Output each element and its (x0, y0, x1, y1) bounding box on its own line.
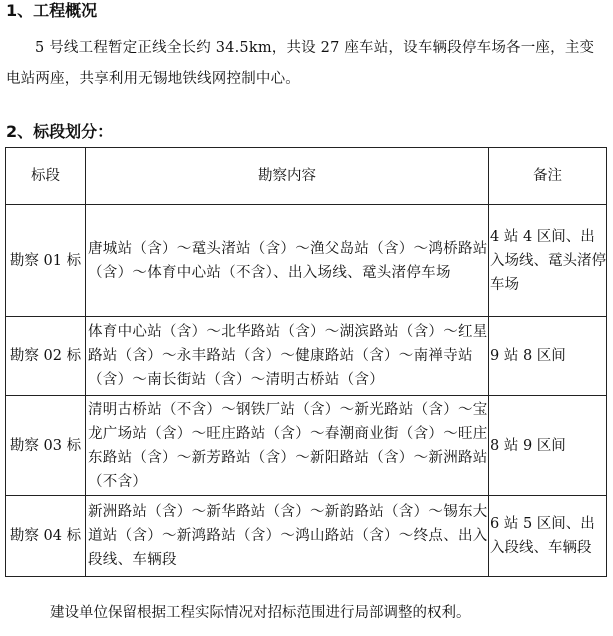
cell-content: 清明古桥站（不含）～钢铁厂站（含）～新光路站（含）～宝龙广场站（含）～旺庄路站（含）～春潮商业街（含）～旺庄东路站（含）～新芳路站（含）～新阳路站（含）～新洲路站（不含） (86, 396, 489, 496)
header-section: 标段 (6, 148, 86, 205)
bid-section-table (5, 147, 607, 577)
table-row (6, 205, 607, 317)
header-content: 勘察内容 (86, 148, 489, 205)
table-header-row (6, 148, 607, 205)
section1-heading: 1、工程概况 (6, 1, 98, 20)
cell-content: 体育中心站（含）～北华路站（含）～湖滨路站（含）～红星路站（含）～永丰路站（含）～健康路站（含）～南禅寺站（含）～南长街站（含）～清明古桥站（含） (86, 317, 489, 396)
cell-note: 4 站 4 区间、出入场线、鼋头渚停车场 (489, 205, 607, 317)
table-row (6, 396, 607, 496)
project-overview-paragraph: 5 号线工程暂定正线全长约 34.5km，共设 27 座车站，设车辆段停车场各一座，主变电站两座，共享利用无锡地铁线网控制中心。 (6, 40, 595, 87)
section2-heading: 2、标段划分： (6, 122, 114, 141)
cell-section: 勘察 03 标 (6, 396, 86, 496)
cell-section: 勘察 02 标 (6, 317, 86, 396)
cell-note: 6 站 5 区间、出入段线、车辆段 (489, 496, 607, 577)
cell-content: 唐城站（含）～鼋头渚站（含）～渔父岛站（含）～鸿桥路站（含）～体育中心站（不含）、出入场线、鼋头渚停车场 (86, 205, 489, 317)
cell-section: 勘察 04 标 (6, 496, 86, 577)
cell-section: 勘察 01 标 (6, 205, 86, 317)
header-note: 备注 (489, 148, 607, 205)
table-row (6, 496, 607, 577)
cell-note: 9 站 8 区间 (489, 317, 607, 396)
table-row (6, 317, 607, 396)
cell-note: 8 站 9 区间 (489, 396, 607, 496)
footer-note: 建设单位保留根据工程实际情况对招标范围进行局部调整的权利。 (50, 605, 471, 621)
cell-content: 新洲路站（含）～新华路站（含）～新韵路站（含）～锡东大道站（含）～新鸿路站（含）～鸿山路站（含）～终点、出入段线、车辆段 (86, 496, 489, 577)
